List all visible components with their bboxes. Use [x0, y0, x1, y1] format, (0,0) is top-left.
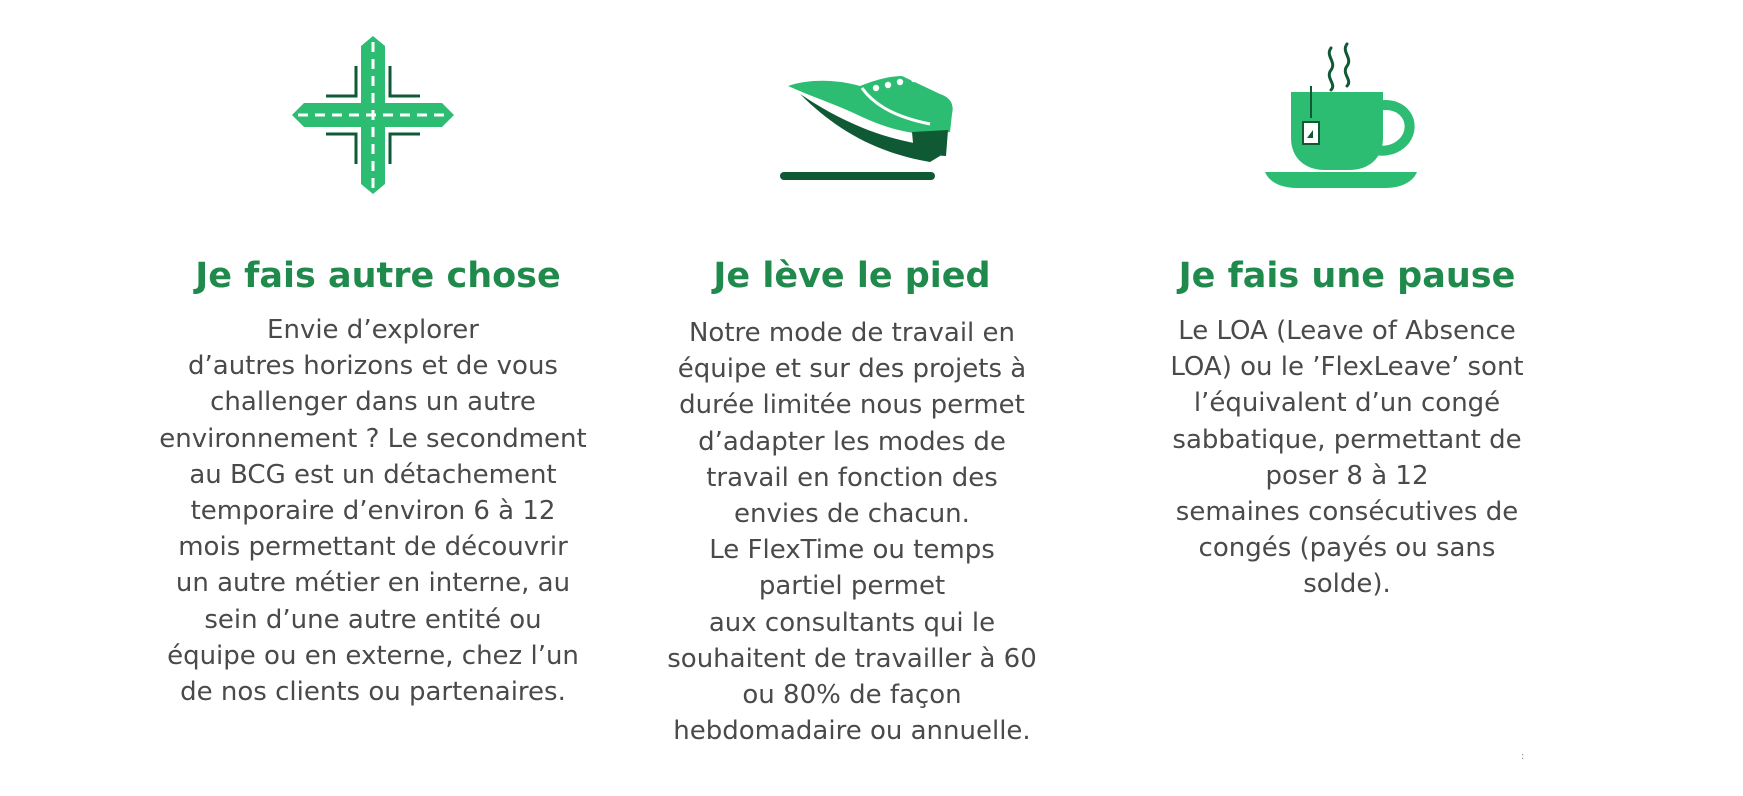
- text-line: sabbatique, permettant de: [1172, 424, 1522, 455]
- text-line: ou 80% de façon: [742, 680, 962, 711]
- card-title: Je lève le pied: [713, 256, 991, 296]
- card-description: [632, 315, 1072, 749]
- text-line: équipe ou en externe, chez l’un: [167, 640, 579, 671]
- text-line: hebdomadaire ou annuelle.: [673, 716, 1031, 747]
- text-line: Le LOA (Leave of Absence: [1178, 316, 1516, 346]
- text-line: un autre métier en interne, au: [175, 568, 571, 599]
- text-line: souhaitent de travailler à 60: [667, 643, 1037, 674]
- text-line: temporaire d’environ 6 à 12: [190, 496, 556, 527]
- text-line: solde).: [1303, 569, 1391, 600]
- tea-cup-icon: [1265, 40, 1427, 190]
- text-line: l’équivalent d’un congé: [1193, 388, 1501, 419]
- text-line: congés (payés ou sans: [1198, 533, 1496, 564]
- card-title: Je fais autre chose: [195, 256, 561, 296]
- text-line: Notre mode de travail en: [688, 318, 1015, 348]
- text-line: travail en fonction des: [706, 462, 998, 493]
- text-line: aux consultants qui le: [708, 607, 996, 638]
- text-line: d’adapter les modes de: [698, 426, 1006, 457]
- text-line: challenger dans un autre: [210, 387, 536, 418]
- text-line: durée limitée nous permet: [679, 390, 1025, 421]
- text-line: semaines consécutives de: [1175, 497, 1519, 528]
- card-description: [1127, 313, 1567, 603]
- shoe-icon: [780, 72, 955, 182]
- text-line: d’autres horizons et de vous: [188, 351, 558, 382]
- text-line: de nos clients ou partenaires.: [180, 677, 566, 708]
- card-description: [148, 312, 598, 710]
- text-line: mois permettant de découvrir: [178, 532, 568, 563]
- text-line: LOA) ou le ’FlexLeave’ sont: [1170, 352, 1524, 383]
- text-line: poser 8 à 12: [1265, 460, 1429, 491]
- text-line: au BCG est un détachement: [189, 459, 557, 490]
- text-line: sein d’une autre entité ou: [204, 604, 542, 635]
- text-line: environnement ? Le secondment: [159, 423, 587, 454]
- footer-mark: :: [1521, 751, 1525, 762]
- crossroads-icon: [292, 36, 454, 194]
- text-line: équipe et sur des projets à: [677, 354, 1027, 385]
- card-title: Je fais une pause: [1178, 256, 1516, 296]
- text-line: Envie d’explorer: [267, 315, 479, 345]
- text-line: envies de chacun.: [734, 499, 970, 530]
- text-line: partiel permet: [758, 571, 946, 602]
- text-line: Le FlexTime ou temps: [709, 535, 995, 566]
